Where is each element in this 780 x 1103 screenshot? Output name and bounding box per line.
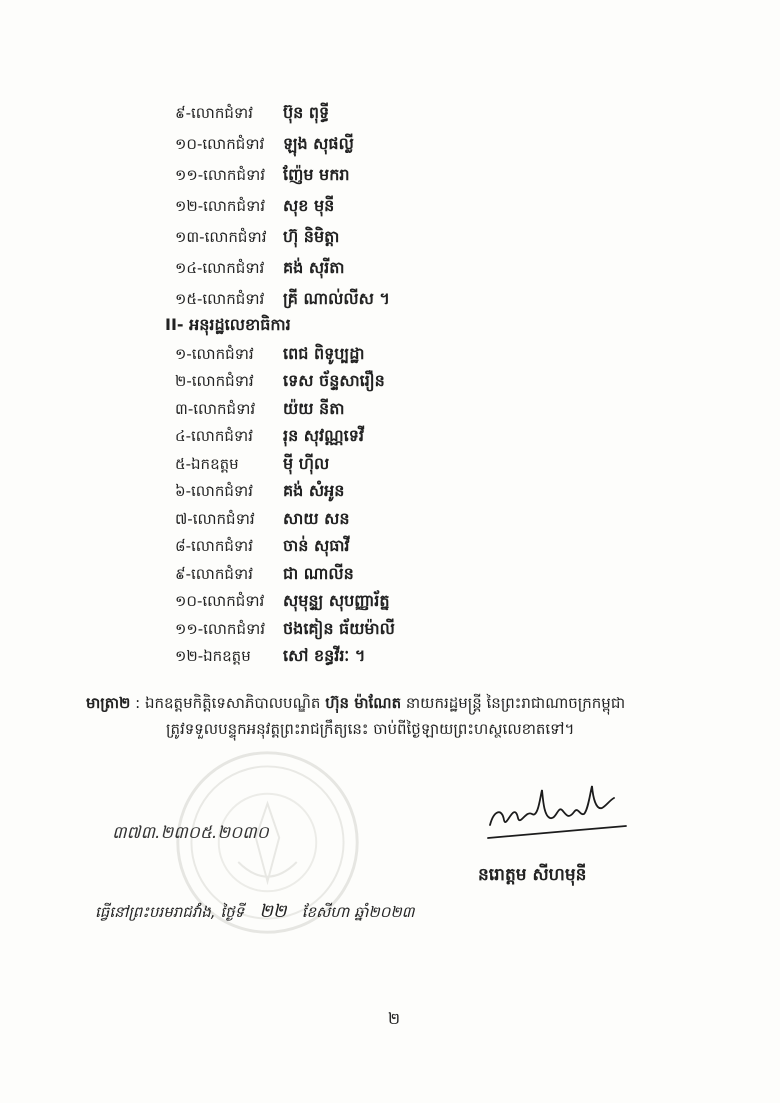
article-line-two: ត្រូវទទួលបន្ទុកអនុវត្តព្រះរាជក្រឹត្យនេះ ចាប់ពីថ្ងៃឡាយព្រះហស្ថលេខាតទៅ។ — [166, 720, 575, 738]
list-item: ១-លោកជំទាវ ពេជ ពិទូប្បដ្ឋា — [175, 344, 365, 363]
list-item: ៥-ឯកឧត្តម ម៉ី ហ៊ីល — [175, 454, 330, 473]
list-item: ១២-លោកជំទាវ សុខ មុនី — [175, 196, 335, 215]
page-number: ២ — [388, 1009, 401, 1028]
list-item: ១១-លោកជំទាវ ថងគៀន ធ័យម៉ាលី — [175, 619, 395, 638]
article-label: មាត្រា២ — [86, 694, 131, 712]
list-item: ១១-លោកជំទាវ ញ៉ែម មករា — [175, 165, 350, 184]
section-title: II- អនុរដ្ឋលេខាធិការ — [165, 315, 291, 334]
article-two — [86, 690, 736, 742]
article-text-before: : ឯកឧត្តមកិត្តិទេសាភិបាលបណ្ឌិត — [135, 694, 321, 712]
list-item: ៧-លោកជំទាវ សាយ សន — [175, 509, 350, 528]
list-item: ១០-លោកជំទាវ ឡុង សុផល្លី — [175, 134, 354, 153]
list-item: ១៣-លោកជំទាវ ហ៊ុ និមិត្តា — [175, 227, 340, 246]
list-item: ២-លោកជំទាវ ទេស ច័ន្ទសារឿន — [175, 371, 385, 390]
list-item: ១២-ឯកឧត្តម សៅ ខន្ធវីរៈ ។ — [175, 646, 366, 665]
list-item: ៦-លោកជំទាវ គង់ សំអូន — [175, 481, 345, 500]
list-item: ១០-លោកជំទាវ សុមុន្ទ្យ សុបញ្ញារ័ត្ន — [175, 591, 390, 610]
list-item: ៩-លោកជំទាវ ជា ណាលីន — [175, 564, 354, 583]
signer-name: នរោត្តម សីហមុនី — [478, 865, 587, 885]
article-text-after: នាយករដ្ឋមន្ត្រី នៃព្រះរាជាណាចក្រកម្ពុជា — [405, 694, 626, 712]
date-day: ២២ — [259, 901, 287, 922]
list-item: ៣-លោកជំទាវ យ៉យ នីតា — [175, 399, 345, 418]
place-date: ធ្វើនៅព្រះបរមរាជវាំង, ថ្ងៃទី ២២ ខែសីហា ឆ្នាំ២០២៣ — [95, 899, 415, 926]
reference-number: ៣៧៣.២៣០៥.២០៣០ — [112, 823, 269, 843]
pm-name: ហ៊ុន ម៉ាណែត — [325, 694, 402, 712]
list-item: ៤-លោកជំទាវ រុន សុវណ្ណទេវី — [175, 426, 364, 445]
list-item: ១៤-លោកជំទាវ គង់ សុរីតា — [175, 258, 345, 277]
list-item: ៩-លោកជំទាវ ប៊ុន ពុទ្ធី — [175, 103, 330, 122]
royal-signature — [480, 780, 630, 850]
list-item: ៨-លោកជំទាវ ចាន់ សុធាវី — [175, 536, 350, 555]
list-item: ១៥-លោកជំទាវ គ្រី ណាល់លីស ។ — [175, 289, 390, 308]
